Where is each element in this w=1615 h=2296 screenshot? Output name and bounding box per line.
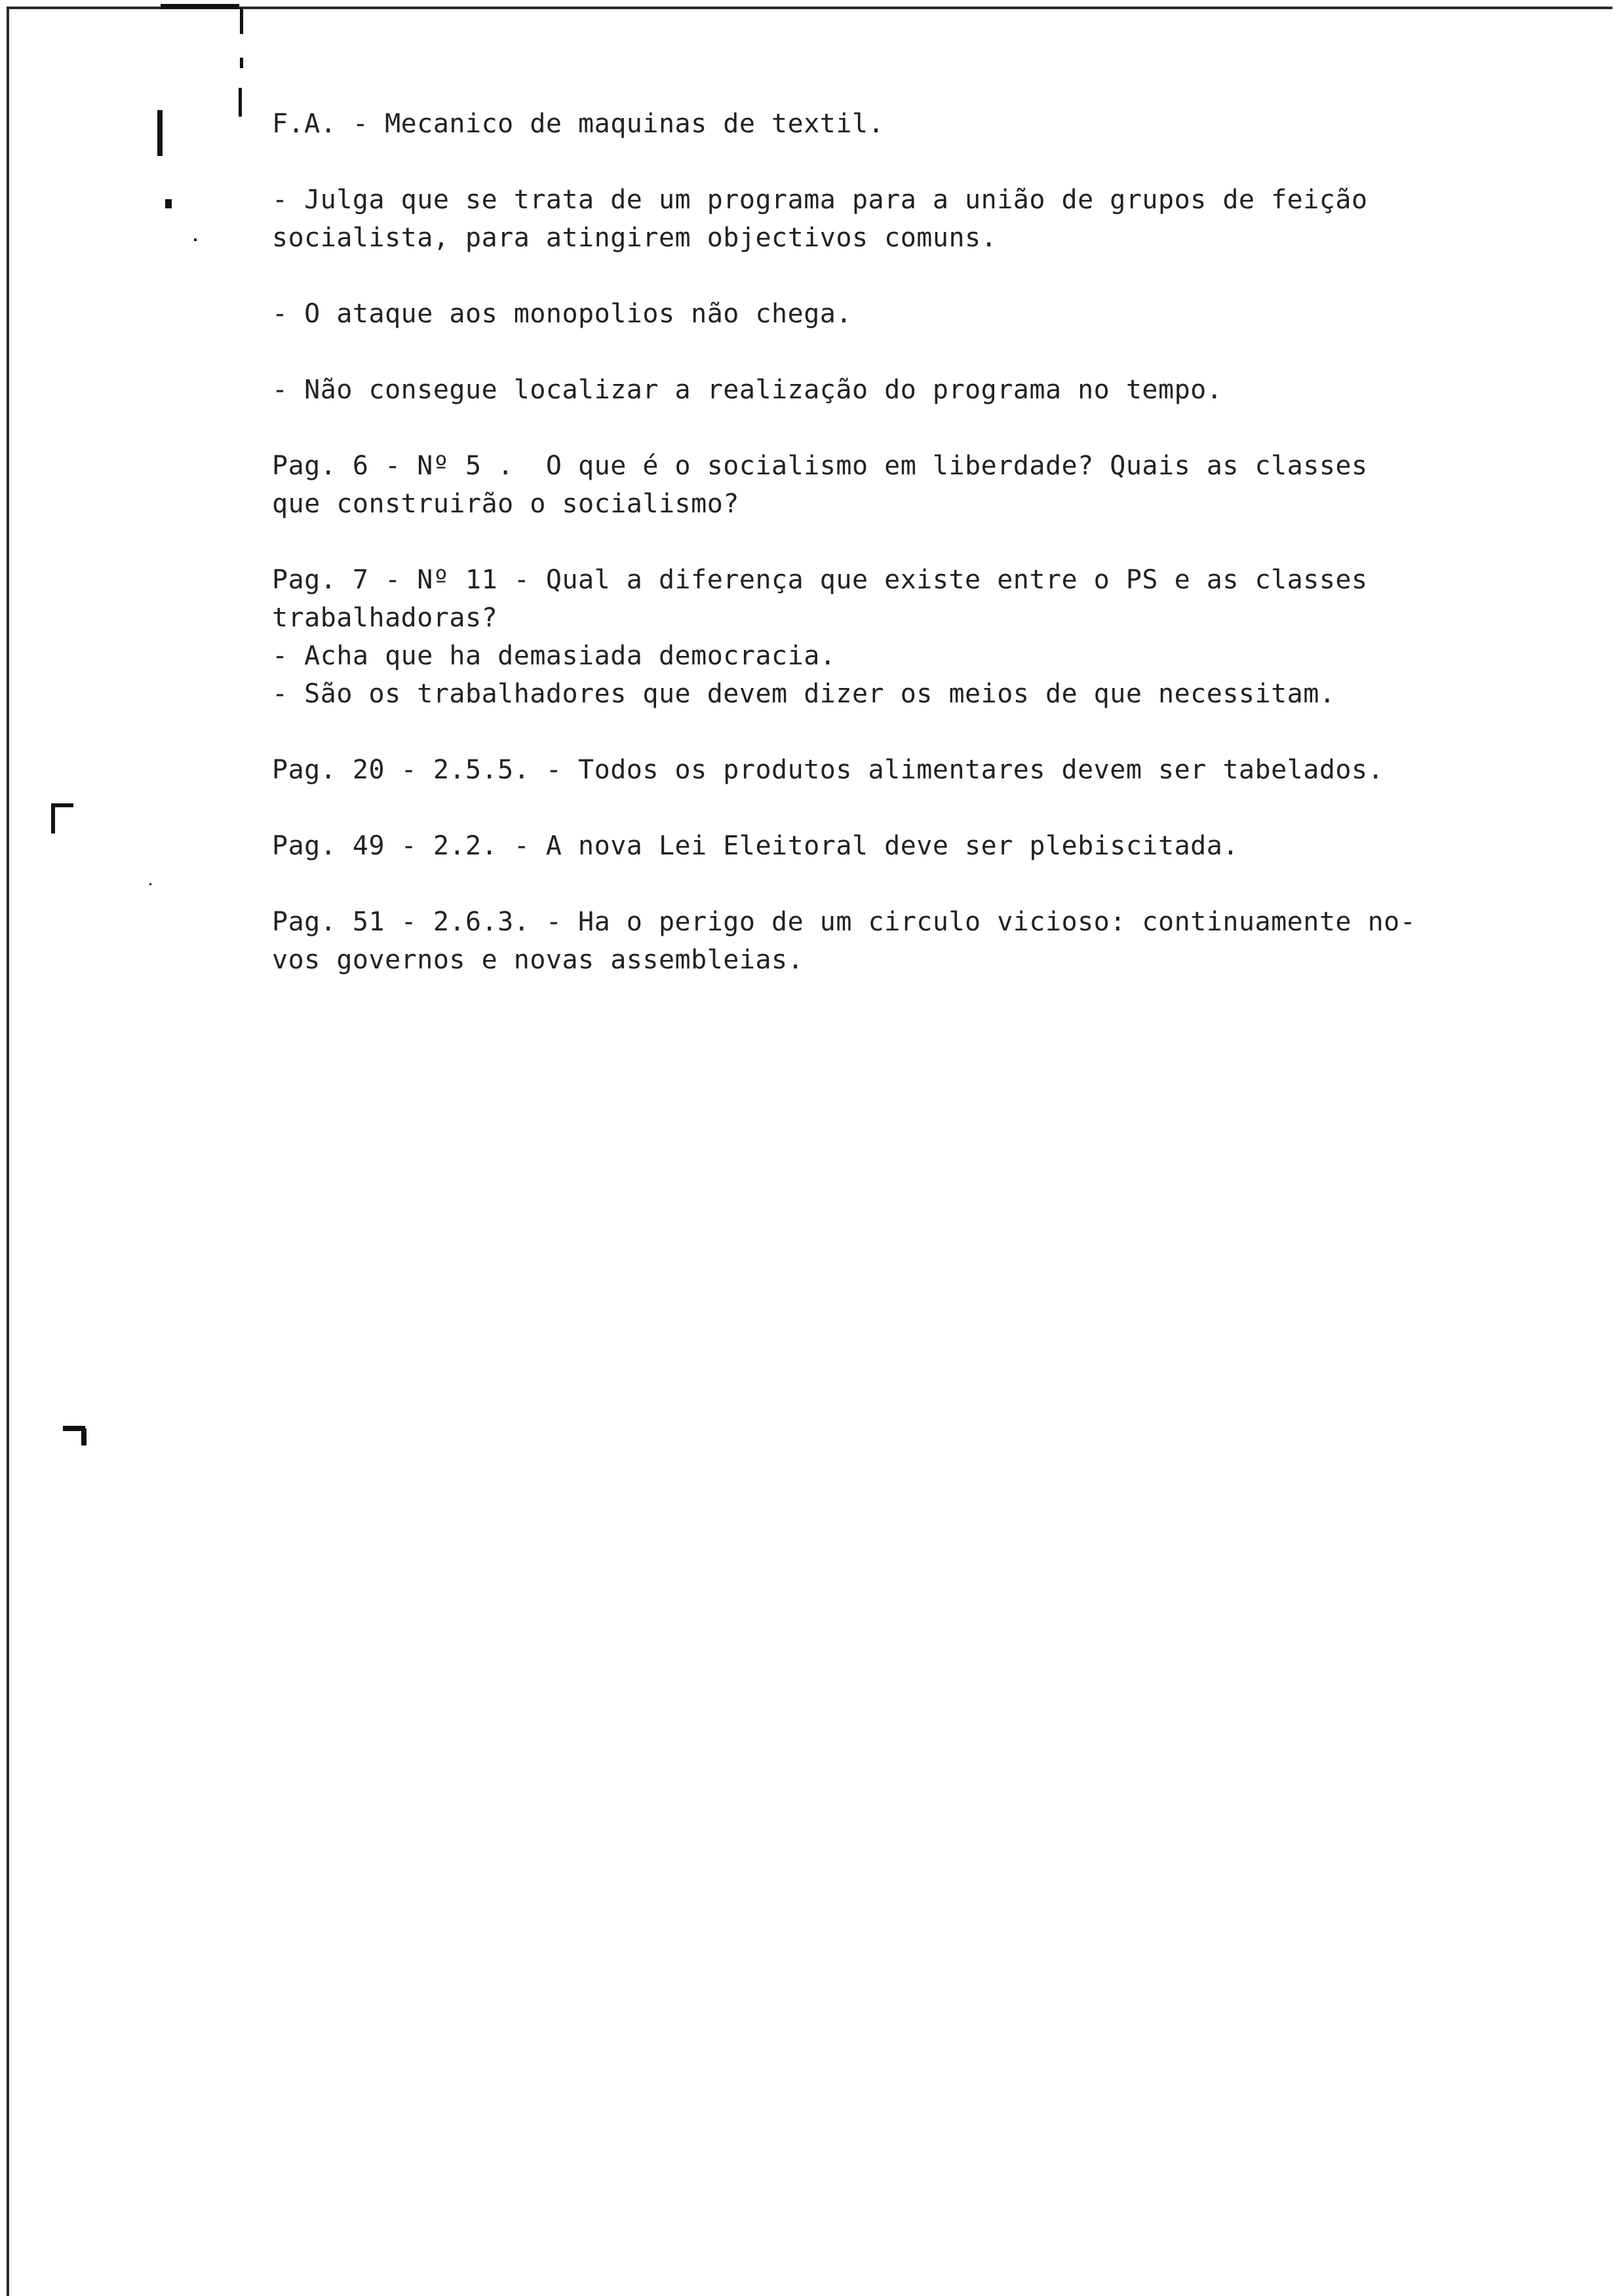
hole-punch-mark [240, 58, 243, 68]
paragraph-line: - Não consegue localizar a realização do programa no tempo. [272, 375, 1223, 405]
paragraph-line: Pag. 20 - 2.5.5. - Todos os produtos alimentares devem ser tabelados. [272, 755, 1384, 785]
hole-punch-mark [239, 88, 242, 117]
margin-mark [81, 1428, 87, 1445]
margin-mark [51, 805, 55, 833]
paragraph-line: Pag. 7 - Nº 11 - Qual a diferença que existe entre o PS e as classes [272, 565, 1368, 595]
paragraph-line: socialista, para atingirem objectivos comuns. [272, 223, 998, 253]
typed-text-body [272, 105, 1517, 979]
paragraph-line: Pag. 6 - Nº 5 . O que é o socialismo em liberdade? Quais as classes [272, 451, 1368, 481]
scan-edge-top-mark [161, 4, 239, 9]
paragraph-line: - Acha que ha demasiada democracia. [272, 641, 836, 671]
document-heading: F.A. - Mecanico de maquinas de textil. [272, 109, 885, 139]
paragraph-line: - O ataque aos monopolios não chega. [272, 299, 852, 329]
paragraph-line: trabalhadoras? [272, 603, 498, 633]
margin-mark [157, 110, 163, 156]
margin-mark [194, 239, 197, 241]
margin-mark [149, 883, 151, 885]
margin-mark [165, 199, 172, 208]
scan-edge-top [7, 7, 1612, 9]
paragraph-line: vos governos e novas assembleias. [272, 945, 804, 975]
paragraph-line: - São os trabalhadores que devem dizer os meios de que necessitam. [272, 679, 1336, 709]
paragraph-line: Pag. 51 - 2.6.3. - Ha o perigo de um circulo vicioso: continuamente no- [272, 907, 1416, 937]
paragraph-line: - Julga que se trata de um programa para a união de grupos de feição [272, 185, 1368, 215]
margin-mark [51, 803, 73, 807]
paragraph-line: Pag. 49 - 2.2. - A nova Lei Eleitoral deve ser plebiscitada. [272, 831, 1239, 861]
scan-edge-left [7, 7, 9, 2296]
hole-punch-mark [240, 8, 243, 34]
paragraph-line: que construirão o socialismo? [272, 489, 739, 519]
